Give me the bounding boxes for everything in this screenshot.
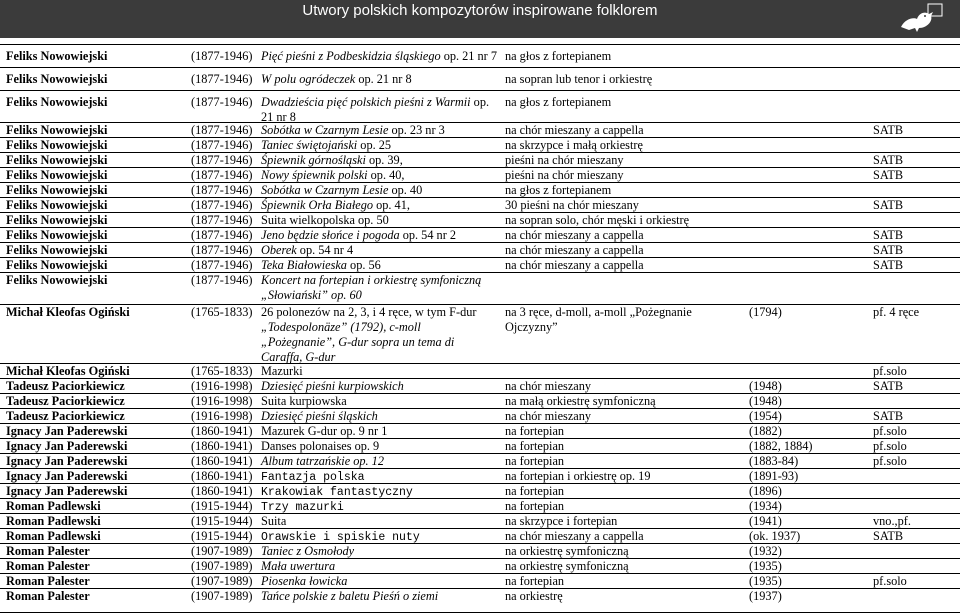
years-cell: (1877-1946) [191,138,253,152]
years-cell: (1860-1941) [191,424,253,438]
scoring-cell: pieśni na chór mieszany [505,168,624,182]
genre-cell: SATB [873,409,904,423]
title-cell [261,138,391,153]
scoring-cell: na orkiestrę [505,589,563,603]
title-cell [261,228,456,243]
title-text: Nowy śpiewnik polski [261,168,368,182]
genre-cell: pf.solo [873,454,907,468]
genre-cell: SATB [873,243,904,257]
title-cell [261,559,335,574]
years-cell: (1860-1941) [191,469,253,483]
scoring-cell: na chór mieszany a cappella [505,123,644,137]
title-text: Teka Białowieska [261,258,347,272]
composer-cell: Feliks Nowowiejski [6,72,108,86]
genre-cell: pf. 4 ręce [873,305,920,319]
years-cell: (1907-1989) [191,559,253,573]
opus-text: op. 50 [354,213,389,227]
years-cell: (1907-1989) [191,574,253,588]
composer-cell: Feliks Nowowiejski [6,213,108,227]
table-row [0,408,960,423]
title-continuation: Caraffa, G-dur [261,350,336,364]
years-cell: (1877-1946) [191,123,253,137]
title-cell [261,95,489,110]
title-text: Suita wielkopolska [261,213,355,227]
table-row [0,588,960,612]
bird-logo-icon [895,1,945,36]
scoring-cell: na skrzypce i małą orkiestrę [505,138,643,152]
years-cell: (1915-1944) [191,514,253,528]
composer-cell: Feliks Nowowiejski [6,168,108,182]
title-text: Album tatrzańskie op. 12 [261,454,384,468]
opus-text: op. 54 nr 4 [296,243,354,257]
title-text: Orawskie i spiskie nuty [261,531,420,544]
composer-cell: Ignacy Jan Paderewski [6,424,128,438]
opus-text: op. 25 [357,138,392,152]
years-cell: (1915-1944) [191,529,253,543]
composer-cell: Ignacy Jan Paderewski [6,484,128,498]
genre-cell: SATB [873,258,904,272]
table-row [0,242,960,257]
years-cell: (1877-1946) [191,168,253,182]
table-row [0,137,960,152]
opus-text: op. [470,95,490,109]
scoring-cell: na fortepian i orkiestrę op. 19 [505,469,651,483]
scoring-cell: 30 pieśni na chór mieszany [505,198,639,212]
date-cell: (1896) [749,484,782,498]
title-cell [261,243,353,258]
genre-cell: pf.solo [873,424,907,438]
page-title: Utwory polskich kompozytorów inspirowane folklorem [302,2,658,19]
table-row [0,528,960,543]
scoring-cell: na orkiestrę symfoniczną [505,559,629,573]
table-row [0,90,960,122]
years-cell: (1765-1833) [191,305,253,319]
title-text: Śpiewnik górnośląski [261,153,366,167]
years-cell: (1877-1946) [191,198,253,212]
title-cell [261,273,481,288]
composer-cell: Ignacy Jan Paderewski [6,439,128,453]
title-text: Śpiewnik Orła Białego [261,198,374,212]
scoring-cell: na fortepian [505,424,565,438]
title-continuation: „Pożegnanie”, G-dur sopra un tema di [261,335,455,349]
title-text: 26 polonezów na 2, 3, i 4 ręce, w tym F-dur [261,305,477,319]
title-cell [261,213,389,228]
table-row [0,423,960,438]
scoring-cell: na chór mieszany a cappella [505,529,644,543]
years-cell: (1765-1833) [191,364,253,378]
composer-cell: Ignacy Jan Paderewski [6,454,128,468]
date-cell: (ok. 1937) [749,529,801,543]
composer-cell: Tadeusz Paciorkiewicz [6,394,125,408]
date-cell: (1794) [749,305,782,319]
opus-text: op. 41, [373,198,410,212]
years-cell: (1860-1941) [191,439,253,453]
composer-cell: Feliks Nowowiejski [6,273,108,287]
title-text: Jeno będzie słońce i pogoda [261,228,400,242]
date-cell: (1932) [749,544,782,558]
title-text: Taniec świętojański [261,138,358,152]
composer-cell: Feliks Nowowiejski [6,123,108,137]
date-cell: (1948) [749,394,782,408]
composer-cell: Michał Kleofas Ogiński [6,305,130,319]
years-cell: (1860-1941) [191,454,253,468]
years-cell: (1916-1998) [191,379,253,393]
title-continuation: „Słowiański” op. 60 [261,288,362,302]
scoring-cell: na głos z fortepianem [505,49,612,63]
date-cell: (1935) [749,574,782,588]
title-text: Mazurek G-dur op. 9 nr 1 [261,424,388,438]
title-cell [261,439,379,454]
genre-cell: SATB [873,529,904,543]
years-cell: (1877-1946) [191,243,253,257]
table-row [0,257,960,272]
opus-text: op. 23 nr 3 [388,123,445,137]
years-cell: (1877-1946) [191,273,253,287]
title-text: Suita [261,514,287,528]
years-cell: (1877-1946) [191,95,253,109]
scoring-cell: na skrzypce i fortepian [505,514,618,528]
years-cell: (1907-1989) [191,544,253,558]
years-cell: (1907-1989) [191,589,253,603]
date-cell: (1883-84) [749,454,799,468]
title-continuation: „Todespolonäze” (1792), c-moll [261,320,421,334]
title-text: Fantazja polska [261,471,365,484]
opus-text: op. 39, [365,153,403,167]
scoring-cell: na głos z fortepianem [505,183,612,197]
years-cell: (1915-1944) [191,499,253,513]
years-cell: (1877-1946) [191,258,253,272]
genre-cell: SATB [873,123,904,137]
title-text: Taniec z Osmołody [261,544,355,558]
title-cell [261,183,422,198]
title-text: Dziesięć pieśni śląskich [261,409,378,423]
date-cell: (1935) [749,559,782,573]
composer-cell: Ignacy Jan Paderewski [6,469,128,483]
table-row [0,152,960,167]
genre-cell: pf.solo [873,364,907,378]
date-cell: (1937) [749,589,782,603]
title-text: Krakowiak fantastyczny [261,486,413,499]
title-text: Sobótka w Czarnym Lesie [261,123,389,137]
title-cell [261,424,387,439]
scoring-cell: na fortepian [505,454,565,468]
years-cell: (1877-1946) [191,228,253,242]
scoring-cell: na fortepian [505,499,565,513]
scoring-cell: na sopran lub tenor i orkiestrę [505,72,653,86]
title-text: Piosenka łowicka [261,574,348,588]
scoring-cell: pieśni na chór mieszany [505,153,624,167]
opus-text: op. 54 nr 2 [399,228,457,242]
years-cell: (1877-1946) [191,49,253,63]
title-text: Sobótka w Czarnym Lesie [261,183,389,197]
scoring-continuation: Ojczyzny” [505,320,558,334]
scoring-cell: na fortepian [505,484,565,498]
scoring-cell: na 3 ręce, d-moll, a-moll „Pożegnanie [505,305,692,319]
composer-cell: Feliks Nowowiejski [6,198,108,212]
date-cell: (1941) [749,514,782,528]
title-text: Koncert na fortepian i orkiestrę symfoniczną [261,273,482,287]
table-row [0,558,960,573]
composer-cell: Feliks Nowowiejski [6,153,108,167]
title-text: Mazurki [261,364,303,378]
genre-cell: vno.,pf. [873,514,911,528]
date-cell: (1882, 1884) [749,439,813,453]
scoring-cell: na fortepian [505,439,565,453]
opus-text: op. 21 nr 8 [355,72,412,86]
composer-cell: Feliks Nowowiejski [6,243,108,257]
genre-cell: SATB [873,168,904,182]
title-cell [261,379,404,394]
genre-cell: SATB [873,198,904,212]
title-cell [261,168,404,183]
table-row [0,363,960,378]
title-text: Dziesięć pieśni kurpiowskich [261,379,404,393]
years-cell: (1877-1946) [191,153,253,167]
composer-cell: Roman Palester [6,559,90,573]
composer-cell: Roman Palester [6,589,90,603]
composer-cell: Feliks Nowowiejski [6,183,108,197]
title-cell [261,258,381,273]
table-row [0,304,960,363]
scoring-cell: na chór mieszany a cappella [505,258,644,272]
title-cell [261,198,410,213]
title-cell [261,394,347,409]
title-cell [261,574,347,589]
title-cell [261,409,378,424]
table-row [0,393,960,408]
table-row [0,197,960,212]
composer-cell: Tadeusz Paciorkiewicz [6,379,125,393]
table-row [0,182,960,197]
genre-cell: SATB [873,379,904,393]
years-cell: (1916-1998) [191,409,253,423]
scoring-cell: na fortepian [505,574,565,588]
table-row [0,513,960,528]
title-cell [261,305,477,320]
table-row [0,498,960,513]
table-row [0,543,960,558]
date-cell: (1934) [749,499,782,513]
scoring-cell: na chór mieszany a cappella [505,228,644,242]
table-row [0,212,960,227]
scoring-cell: na sopran solo, chór męski i orkiestrę [505,213,690,227]
genre-cell: pf.solo [873,439,907,453]
title-cell [261,72,412,87]
title-text: Danses polonaises op. 9 [261,439,380,453]
table-row [0,227,960,242]
table-row [0,44,960,67]
table-row [0,483,960,498]
years-cell: (1877-1946) [191,183,253,197]
title-text: Tańce polskie z baletu Pieśń o ziemi [261,589,439,603]
composer-cell: Feliks Nowowiejski [6,258,108,272]
title-cell [261,589,438,604]
date-cell: (1954) [749,409,782,423]
composer-cell: Roman Palester [6,544,90,558]
title-text: Suita kurpiowska [261,394,347,408]
title-cell [261,454,384,469]
table-row [0,468,960,483]
title-text: W polu ogródeczek [261,72,356,86]
table-row [0,573,960,588]
composer-cell: Roman Palester [6,574,90,588]
date-cell: (1882) [749,424,782,438]
composer-cell: Feliks Nowowiejski [6,228,108,242]
date-cell: (1948) [749,379,782,393]
genre-cell: pf.solo [873,574,907,588]
table-bottom-border [0,612,960,613]
composer-cell: Michał Kleofas Ogiński [6,364,130,378]
title-cell [261,514,286,529]
title-text: Dwadzieścia pięć polskich pieśni z Warmii [261,95,471,109]
genre-cell: SATB [873,228,904,242]
page-header [0,0,960,38]
scoring-cell: na chór mieszany a cappella [505,243,644,257]
scoring-cell: na małą orkiestrę symfoniczną [505,394,656,408]
opus-text: op. 40 [388,183,423,197]
composer-cell: Roman Padlewski [6,529,101,543]
scoring-cell: na chór mieszany [505,409,592,423]
table-row [0,67,960,90]
date-cell: (1891-93) [749,469,799,483]
table-row [0,272,960,304]
composer-cell: Tadeusz Paciorkiewicz [6,409,125,423]
table-row [0,378,960,393]
table-row [0,438,960,453]
composer-cell: Roman Padlewski [6,499,101,513]
title-text: Pięć pieśni z Podbeskidzia śląskiego [261,49,441,63]
opus-text: op. 56 [346,258,381,272]
years-cell: (1860-1941) [191,484,253,498]
title-text: Mała uwertura [261,559,336,573]
title-cell [261,49,497,64]
scoring-cell: na głos z fortepianem [505,95,612,109]
scoring-cell: na orkiestrę symfoniczną [505,544,629,558]
composer-cell: Roman Padlewski [6,514,101,528]
composer-cell: Feliks Nowowiejski [6,138,108,152]
table-row [0,167,960,182]
title-cell [261,364,303,379]
title-text: Trzy mazurki [261,501,344,514]
scoring-cell: na chór mieszany [505,379,592,393]
title-continuation: 21 nr 8 [261,110,296,124]
table-row [0,453,960,468]
composer-cell: Feliks Nowowiejski [6,49,108,63]
years-cell: (1916-1998) [191,394,253,408]
title-text: Oberek [261,243,297,257]
genre-cell: SATB [873,153,904,167]
opus-text: op. 21 nr 7 [440,49,497,63]
title-cell [261,544,354,559]
composer-cell: Feliks Nowowiejski [6,95,108,109]
title-cell [261,153,403,168]
title-cell [261,123,445,138]
years-cell: (1877-1946) [191,72,253,86]
years-cell: (1877-1946) [191,213,253,227]
opus-text: op. 40, [367,168,405,182]
table-row [0,122,960,137]
